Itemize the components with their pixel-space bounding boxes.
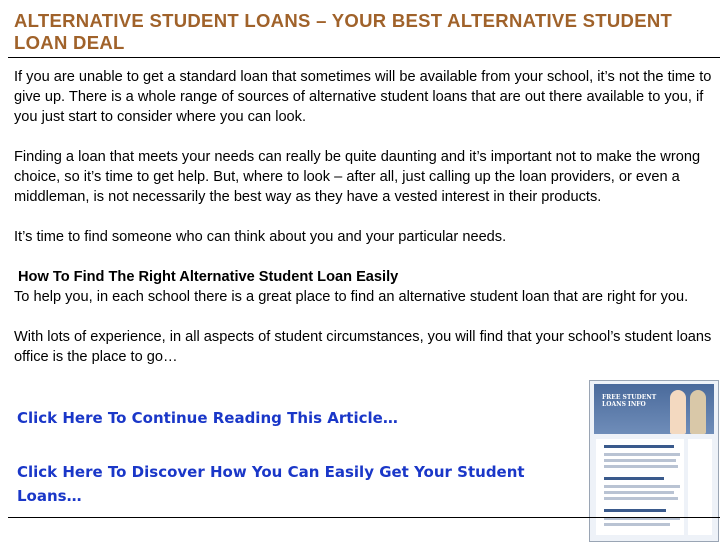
thumbnail-banner-text: FREE STUDENT LOANS INFO (602, 394, 657, 408)
paragraph-finding-loan: Finding a loan that meets your needs can really be quite daunting and it’s important not to make the wrong choice, so it’s time to get help. But, where to look – after all, just calling up the loan providers, or even a middleman, is not necessarily the best way as they have a vested interest in their products. (14, 149, 701, 205)
bottom-divider (8, 517, 720, 518)
page-title: ALTERNATIVE STUDENT LOANS – YOUR BEST ALTERNATIVE STUDENT LOAN DEAL (14, 10, 673, 53)
section-subheading: How To Find The Right Alternative Student Loan Easily (18, 269, 399, 285)
paragraph-school-help: To help you, in each school there is a great place to find an alternative student loan that are right for you. (14, 289, 689, 305)
student-figure-icon (690, 390, 706, 434)
paragraph-experience: With lots of experience, in all aspects of student circumstances, you will find that your school’s student loans office is the place to go… (14, 329, 712, 365)
link-group (17, 406, 577, 508)
thumbnail-banner (594, 384, 714, 434)
student-figure-icon (670, 390, 686, 434)
paragraph-find-someone: It’s time to find someone who can think about you and your particular needs. (14, 229, 507, 245)
title-divider (8, 57, 720, 58)
continue-reading-link[interactable]: Click Here To Continue Reading This Article… (17, 409, 398, 427)
paragraph-intro: If you are unable to get a standard loan that sometimes will be available from your school, it’s not the time to give up. There is a whole range of sources of alternative student loans that are out there available to you, if you just start to consider where you can look. (14, 69, 712, 125)
thumbnail-sidebar (688, 439, 712, 535)
thumbnail-content-column (596, 439, 684, 535)
article-body (14, 67, 714, 367)
discover-loans-link[interactable]: Click Here To Discover How You Can Easily Get Your Student Loans… (17, 463, 525, 505)
